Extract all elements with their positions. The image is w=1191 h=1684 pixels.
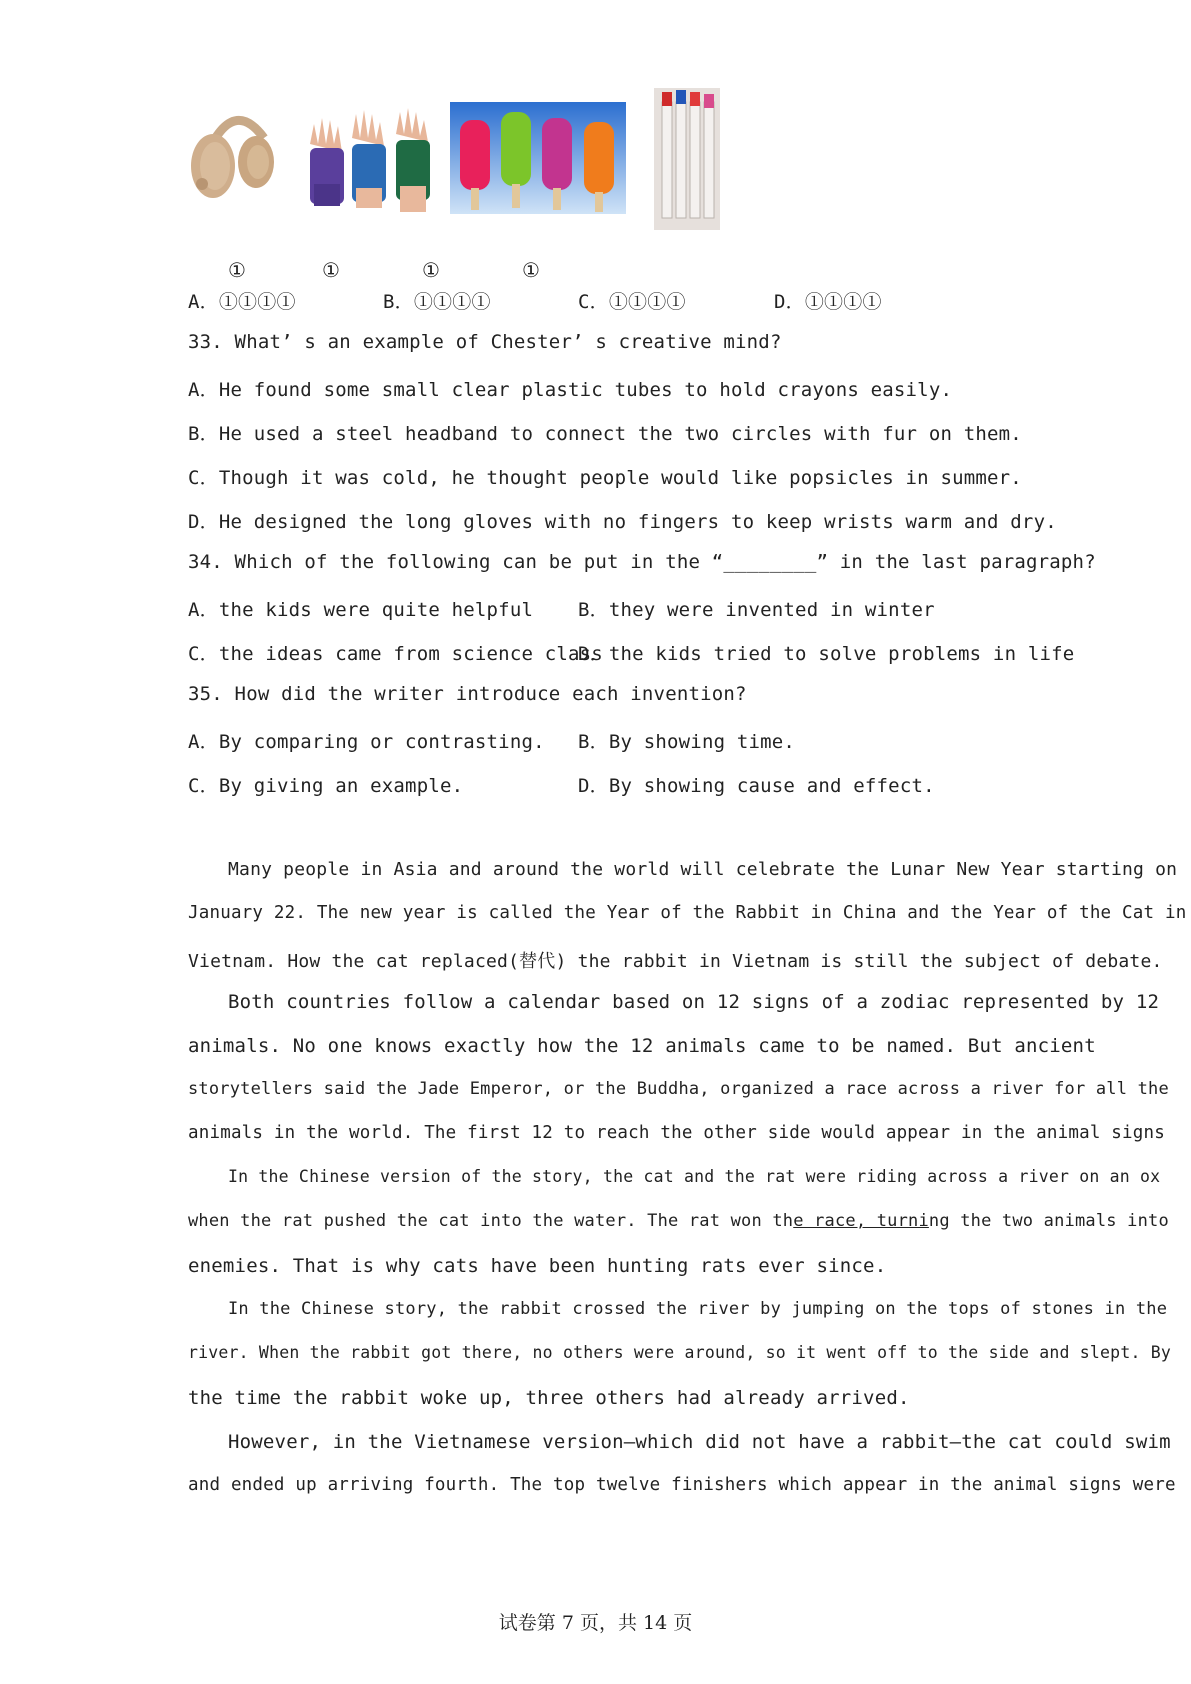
q33-option-b: B．He used a steel headband to connect the two circles with fur on them. — [188, 423, 1022, 445]
q32-option-d: D．①①①① — [774, 291, 882, 313]
q35-option-a: A．By comparing or contrasting. — [188, 731, 545, 753]
passage-p3-line1: In the Chinese version of the story, the cat and the rat were riding across a river on an ox — [228, 1167, 1161, 1186]
passage-p3-line2-start: when the rat pushed the cat into the water. The rat won th — [188, 1211, 794, 1231]
image-label-1: ① — [228, 258, 246, 282]
q34-option-b: B．they were invented in winter — [578, 599, 935, 621]
popsicles-image — [450, 102, 626, 214]
q35-option-c: C．By giving an example. — [188, 775, 464, 797]
passage-p3-line3: enemies. That is why cats have been hunting rats ever since. — [188, 1255, 887, 1277]
passage-p5-line2: and ended up arriving fourth. The top twelve finishers which appear in the animal signs were — [188, 1475, 1176, 1495]
image-label-4: ① — [522, 258, 540, 282]
q35-option-d: D．By showing cause and effect. — [578, 775, 935, 797]
passage-p3-line2-end: ng the two animals into — [928, 1211, 1169, 1231]
q34-question: 34. Which of the following can be put in the “________” in the last paragraph? — [188, 551, 1096, 573]
page-footer: 试卷第 7 页，共 14 页 — [498, 1612, 693, 1634]
passage-p1-line2: January 22. The new year is called the Year of the Rabbit in China and the Year of the Cat in — [188, 903, 1187, 923]
q34-option-d: D．the kids tried to solve problems in life — [578, 643, 1075, 665]
image-label-2: ① — [322, 258, 340, 282]
fingerless-gloves-image — [300, 104, 440, 216]
passage-p2-line2: animals. No one knows exactly how the 12 animals came to be named. But ancient — [188, 1035, 1096, 1057]
passage-p3-line2 — [188, 1211, 1169, 1231]
passage-p2-line1: Both countries follow a calendar based on 12 signs of a zodiac represented by 12 — [228, 991, 1160, 1013]
passage-p2-line4: animals in the world. The first 12 to reach the other side would appear in the animal signs — [188, 1123, 1165, 1143]
passage-p4-line3: the time the rabbit woke up, three others had already arrived. — [188, 1387, 910, 1409]
image-label-3: ① — [422, 258, 440, 282]
q32-option-c: C．①①①① — [578, 291, 686, 313]
passage-p1-line1: Many people in Asia and around the world will celebrate the Lunar New Year starting on — [228, 859, 1178, 880]
q34-option-a: A．the kids were quite helpful — [188, 599, 534, 621]
passage-p4-line1: In the Chinese story, the rabbit crossed the river by jumping on the tops of stones in the — [228, 1299, 1168, 1319]
crayon-tubes-image — [654, 88, 720, 230]
passage-p4-line2: river. When the rabbit got there, no others were around, so it went off to the side and slept. By — [188, 1343, 1171, 1362]
q34-option-c: C．the ideas came from science class — [188, 643, 603, 665]
q32-option-b: B．①①①① — [383, 291, 491, 313]
passage-p1-line3: Vietnam. How the cat replaced(替代) the rabbit in Vietnam is still the subject of debate. — [188, 951, 1163, 972]
passage-p5-line1: However, in the Vietnamese version—which did not have a rabbit—the cat could swim — [228, 1431, 1171, 1453]
passage-p2-line3: storytellers said the Jade Emperor, or the Buddha, organized a race across a river for all the — [188, 1079, 1169, 1099]
passage-p3-underlined-text: e race, turni — [793, 1211, 929, 1231]
earmuffs-image — [188, 104, 284, 214]
q33-option-c: C．Though it was cold, he thought people would like popsicles in summer. — [188, 467, 1022, 489]
q32-option-a: A．①①①① — [188, 291, 296, 313]
q33-question: 33. What’ s an example of Chester’ s creative mind? — [188, 331, 782, 353]
q35-option-b: B．By showing time. — [578, 731, 796, 753]
q33-option-d: D．He designed the long gloves with no fingers to keep wrists warm and dry. — [188, 511, 1057, 533]
q33-option-a: A．He found some small clear plastic tubes to hold crayons easily. — [188, 379, 953, 401]
q35-question: 35. How did the writer introduce each invention? — [188, 683, 747, 705]
